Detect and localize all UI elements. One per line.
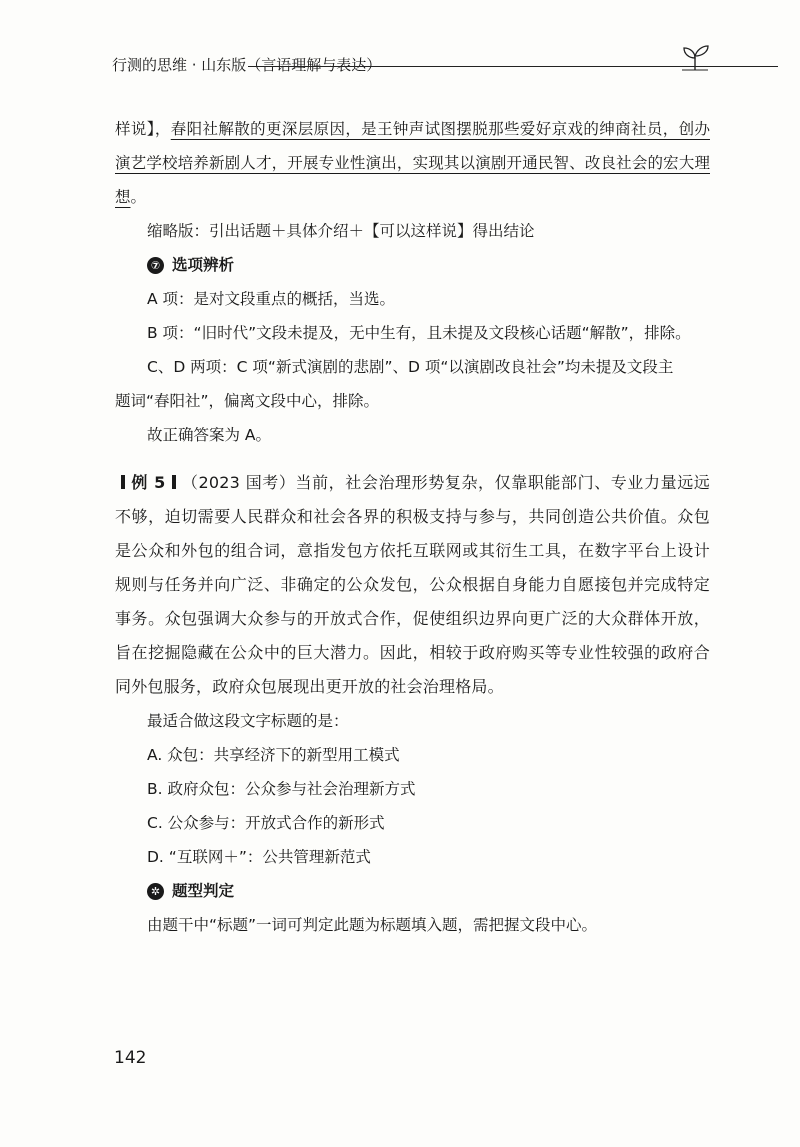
- intro-paragraph: [115, 112, 710, 214]
- example-bar-right: [172, 475, 176, 489]
- analysis-line-cd: C、D 两项：C 项“新式演剧的悲剧”、D 项“以演剧改良社会”均未提及文段主: [147, 358, 674, 376]
- example-text: 当前，社会治理形势复杂，仅靠职能部门、专业力量远远不够，迫切需要人民群众和社会各界的积极支持与参与，共同创造公共价值。众包是公众和外包的组合词，意指发包方依托互联网或其衍生工具，在数字平台上设计规则与任务并向广泛、非确定的公众发包，公众根据自身能力自愿接包并完成特定事务。众包强调大众参与的开放式合作，促使组织边界向更广泛的大众群体开放，旨在挖掘隐藏在公众中的巨大潜力。因此，相较于政府购买等专业性较强的政府合同外包服务，政府众包展现出更开放的社会治理格局。: [115, 473, 710, 696]
- page-content: [115, 112, 710, 942]
- example-source: （2023 国考）: [181, 473, 296, 492]
- example-paragraph: [115, 466, 710, 704]
- option-a: A. 众包：共享经济下的新型用工模式: [147, 746, 400, 764]
- analysis-heading: [115, 248, 710, 282]
- example-bar-left: [121, 475, 125, 489]
- option-c: C. 公众参与：开放式合作的新形式: [147, 814, 385, 832]
- summary-line: 缩略版：引出话题＋具体介绍＋【可以这样说】得出结论: [147, 222, 535, 240]
- type-judge-heading: [115, 874, 710, 908]
- analysis-line-a: A 项：是对文段重点的概括，当选。: [147, 290, 396, 308]
- example-label: 例 5: [131, 473, 166, 492]
- type-judge-icon: ✲: [147, 883, 164, 900]
- intro-underlined: 春阳社解散的更深层原因，是王钟声试图摆脱那些爱好京戏的绅商社员，创办演艺学校培养新剧人才，开展专业性演出，实现其以演剧开通民智、改良社会的宏大理想: [115, 120, 710, 206]
- analysis-icon: ⑦: [147, 257, 164, 274]
- intro-end: 。: [130, 188, 147, 206]
- analysis-title: 选项辨析: [172, 256, 235, 274]
- header-title: 行测的思维 · 山东版（言语理解与表达）: [112, 56, 382, 74]
- option-b: B. 政府众包：公众参与社会治理新方式: [147, 780, 416, 798]
- analysis-answer: 故正确答案为 A。: [147, 426, 272, 444]
- example-question: 最适合做这段文字标题的是：: [147, 712, 349, 730]
- option-d: D. “互联网＋”：公共管理新范式: [147, 848, 371, 866]
- analysis-line-cd-cont: 题词“春阳社”，偏离文段中心，排除。: [115, 392, 380, 410]
- intro-lead: 样说】，: [115, 120, 171, 138]
- page-number: 142: [114, 1048, 147, 1068]
- sprout-icon: [680, 43, 710, 71]
- analysis-line-b: B 项：“旧时代”文段未提及，无中生有，且未提及文段核心话题“解散”，排除。: [147, 324, 691, 342]
- running-header: [112, 50, 717, 80]
- type-judge-title: 题型判定: [172, 882, 235, 900]
- type-judge-text: 由题干中“标题”一词可判定此题为标题填入题，需把握文段中心。: [147, 916, 598, 934]
